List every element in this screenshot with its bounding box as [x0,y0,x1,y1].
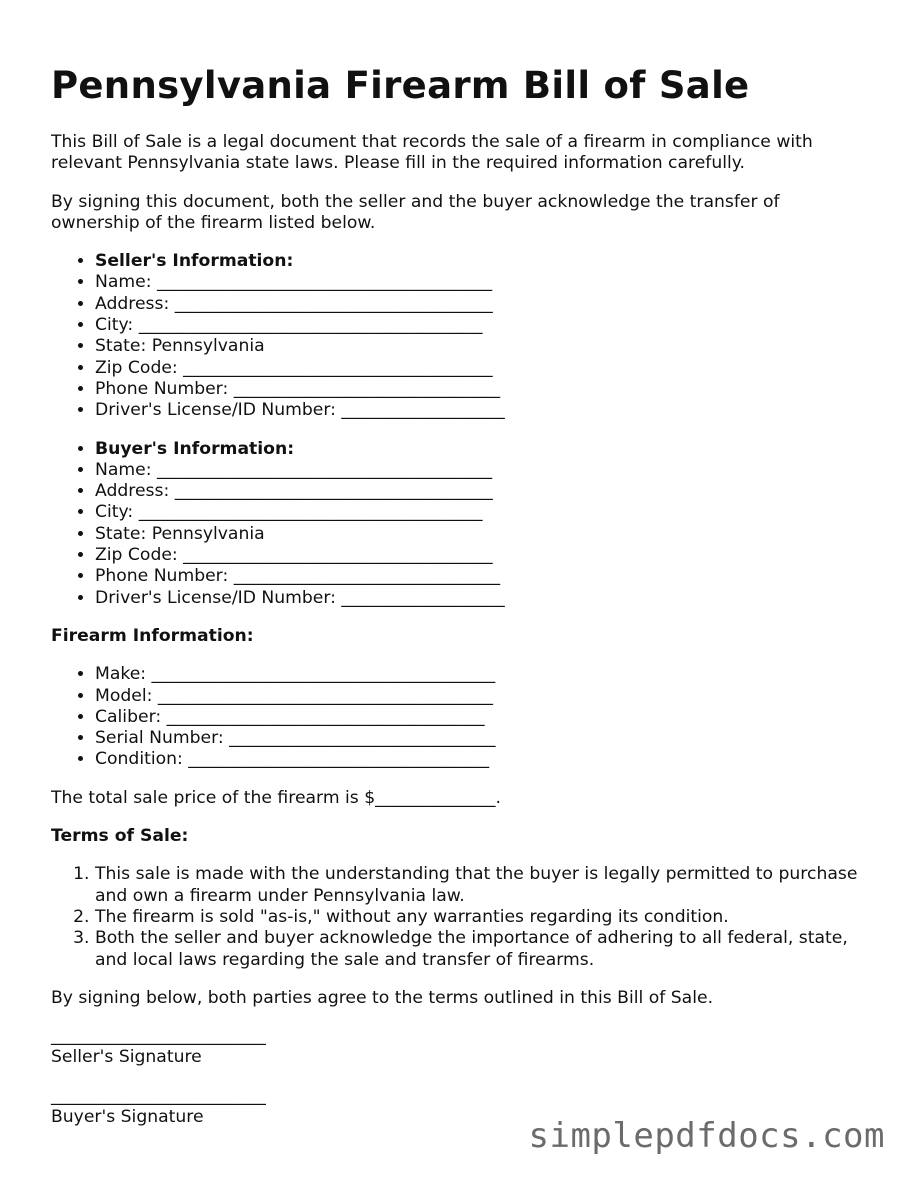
firearm-make-field[interactable]: • Make: ________________________________________ [95,664,861,685]
buyer-heading: • Buyer's Information: [95,439,861,460]
intro-paragraph-1: This Bill of Sale is a legal document that records the sale of a firearm in compliance with relevant Pennsylvania state laws. Please fill in the required information carefully. [51,132,813,174]
seller-phone-field[interactable]: • Phone Number: _______________________________ [95,379,861,400]
firearm-condition-field[interactable]: • Condition: ___________________________________ [95,749,861,770]
firearm-information-list [51,664,861,770]
terms-list [51,864,861,970]
buyer-state-field: • State: Pennsylvania [95,524,861,545]
firearm-heading: Firearm Information: [51,625,254,646]
seller-zip-field[interactable]: • Zip Code: ____________________________________ [95,358,861,379]
buyer-zip-field[interactable]: • Zip Code: ____________________________________ [95,545,861,566]
buyer-signature-line[interactable]: _________________________ [51,1085,266,1106]
seller-name-field[interactable]: • Name: _______________________________________ [95,272,861,293]
firearm-model-field[interactable]: • Model: _______________________________________ [95,686,861,707]
seller-city-field[interactable]: • City: ________________________________________ [95,315,861,336]
buyer-city-field[interactable]: • City: ________________________________________ [95,502,861,523]
terms-heading: Terms of Sale: [51,826,189,847]
seller-state-field: • State: Pennsylvania [95,336,861,357]
term-item: 2. The firearm is sold "as-is," without any warranties regarding its condition. [95,907,861,928]
firearm-caliber-field[interactable]: • Caliber: _____________________________________ [95,707,861,728]
term-item: 1. This sale is made with the understanding that the buyer is legally permitted to purchase and own a firearm under Pennsylvania law. [95,864,861,907]
firearm-serial-field[interactable]: • Serial Number: _______________________________ [95,728,861,749]
seller-signature-block [51,1026,861,1069]
seller-signature-label: Seller's Signature [51,1047,202,1068]
buyer-signature-label: Buyer's Signature [51,1106,204,1127]
buyer-information-list [51,439,861,609]
seller-information-list [51,251,861,421]
agreement-text: By signing below, both parties agree to the terms outlined in this Bill of Sale. [51,987,714,1008]
buyer-address-field[interactable]: • Address: _____________________________________ [95,481,861,502]
term-item: 3. Both the seller and buyer acknowledge the importance of adhering to all federal, state, and local laws regarding the sale and transfer of firearms. [95,928,861,971]
seller-address-field[interactable]: • Address: _____________________________________ [95,294,861,315]
seller-heading: • Seller's Information: [95,251,861,272]
buyer-phone-field[interactable]: • Phone Number: _______________________________ [95,566,861,587]
intro-paragraph-2: By signing this document, both the seller and the buyer acknowledge the transfer of ownership of the firearm listed below. [51,191,780,233]
buyer-license-field[interactable]: • Driver's License/ID Number: ___________________ [95,588,861,609]
page-title: Pennsylvania Firearm Bill of Sale [51,64,750,107]
seller-license-field[interactable]: • Driver's License/ID Number: ___________________ [95,400,861,421]
document-body [51,132,861,1128]
watermark: simplepdfdocs.com [528,1116,885,1156]
seller-signature-line[interactable]: _________________________ [51,1026,266,1047]
buyer-name-field[interactable]: • Name: _______________________________________ [95,460,861,481]
price-line[interactable]: The total sale price of the firearm is $______________. [51,787,501,808]
